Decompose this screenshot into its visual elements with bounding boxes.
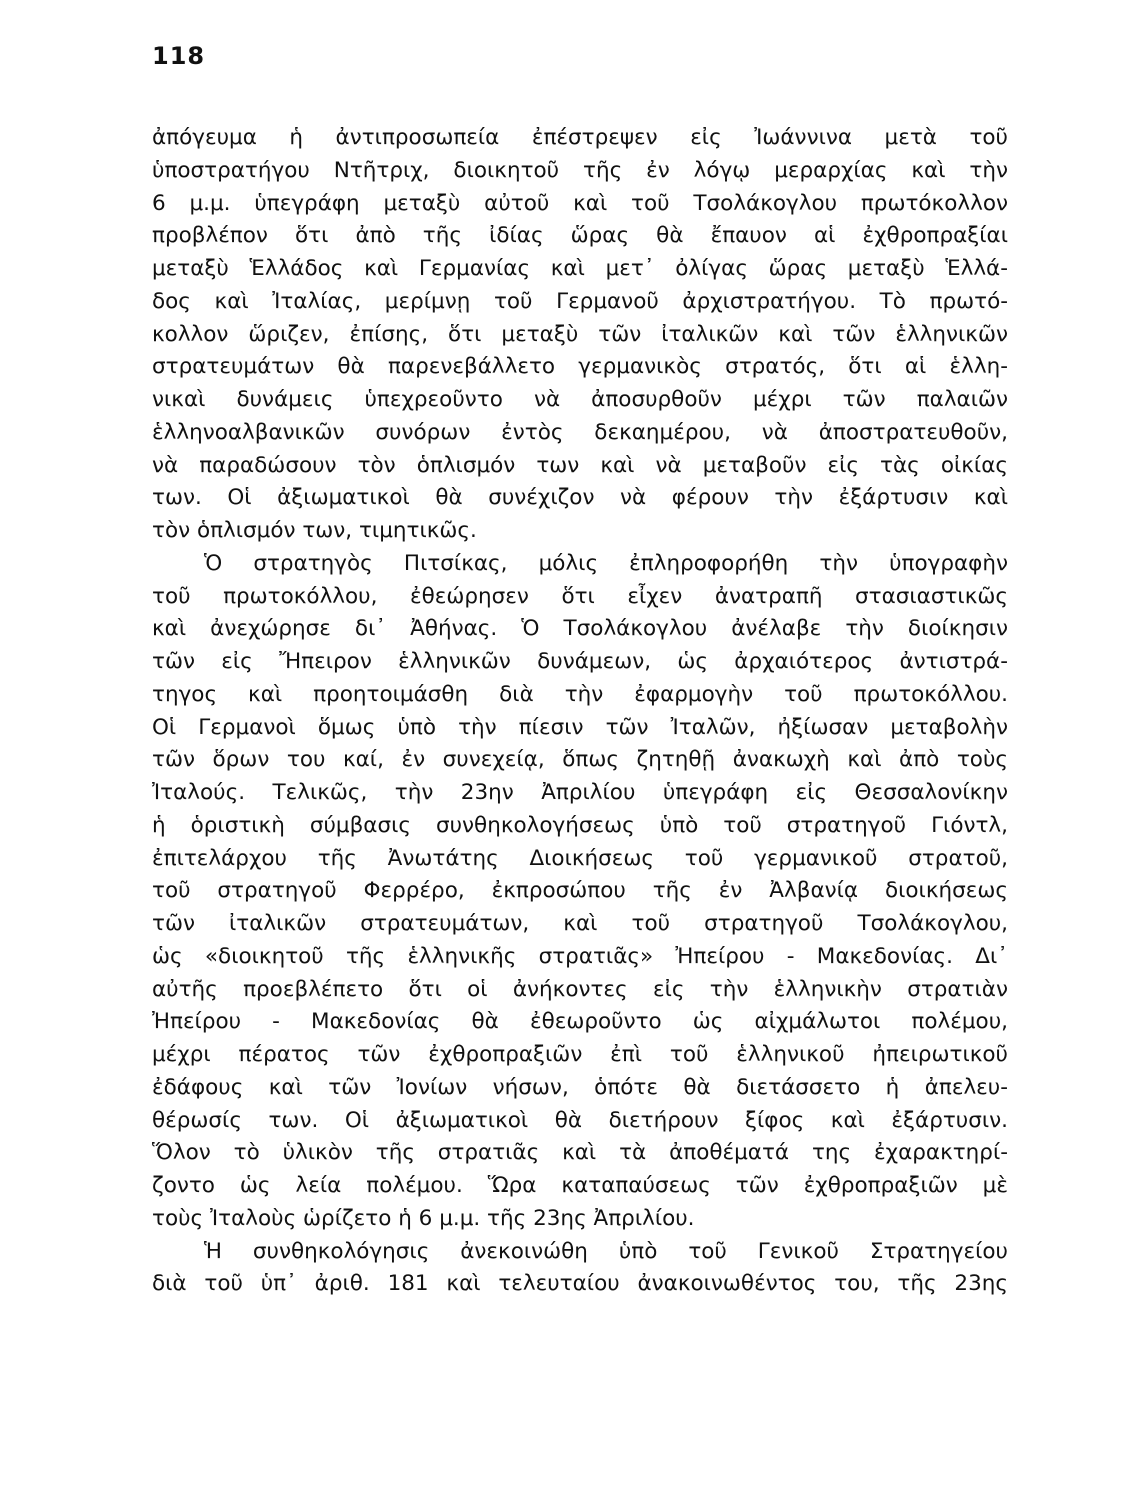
text-line: προβλέπον ὅτι ἀπὸ τῆς ἰδίας ὥρας θὰ ἔπαυον αἱ ἐχθροπραξίαι: [152, 223, 1008, 249]
text-line: Ἠπείρου - Μακεδονίας θὰ ἐθεωροῦντο ὡς αἰχμάλωτοι πολέμου,: [152, 1009, 1008, 1035]
text-line: μεταξὺ Ἑλλάδος καὶ Γερμανίας καὶ μετ᾽ ὀλίγας ὥρας μεταξὺ Ἑλλά-: [152, 256, 1008, 281]
text-line: τοὺς Ἰταλοὺς ὡρίζετο ἡ 6 μ.μ. τῆς 23ης Ἀπριλίου.: [152, 1205, 695, 1231]
text-line: αὐτῆς προεβλέπετο ὅτι οἱ ἀνήκοντες εἰς τὴν ἑλληνικὴν στρατιὰν: [152, 976, 1008, 1002]
text-line: μέχρι πέρατος τῶν ἐχθροπραξιῶν ἐπὶ τοῦ ἑλληνικοῦ ἠπειρωτικοῦ: [152, 1042, 1008, 1067]
text-line: των. Οἱ ἀξιωματικοὶ θὰ συνέχιζον νὰ φέρουν τὴν ἐξάρτυσιν καὶ: [152, 485, 1008, 511]
text-line: τὸν ὁπλισμόν των, τιμητικῶς.: [152, 518, 477, 543]
text-line: κολλον ὥριζεν, ἐπίσης, ὅτι μεταξὺ τῶν ἰταλικῶν καὶ τῶν ἑλληνικῶν: [152, 321, 1008, 347]
text-line: Ὅλον τὸ ὑλικὸν τῆς στρατιᾶς καὶ τὰ ἀποθέματά της ἐχαρακτηρί-: [152, 1140, 1008, 1166]
text-line: τηγος καὶ προητοιμάσθη διὰ τὴν ἐφαρμογὴν τοῦ πρωτοκόλλου.: [152, 681, 1008, 707]
text-line: ἡ ὁριστικὴ σύμβασις συνθηκολογήσεως ὑπὸ τοῦ στρατηγοῦ Γιόντλ,: [152, 812, 1008, 838]
text-line: νικαὶ δυνάμεις ὑπεχρεοῦντο νὰ ἀποσυρθοῦν μέχρι τῶν παλαιῶν: [152, 387, 1008, 412]
text-line: ἑλληνοαλβανικῶν συνόρων ἐντὸς δεκαημέρου, νὰ ἀποστρατευθοῦν,: [152, 419, 1008, 445]
text-line: ἐδάφους καὶ τῶν Ἰονίων νήσων, ὁπότε θὰ διετάσσετο ἡ ἀπελευ-: [152, 1074, 1008, 1100]
text-line: 6 μ.μ. ὑπεγράφη μεταξὺ αὐτοῦ καὶ τοῦ Τσολάκογλου πρωτόκολλον: [152, 190, 1008, 216]
text-line: τοῦ πρωτοκόλλου, ἐθεώρησεν ὅτι εἶχεν ἀνατραπῆ στασιαστικῶς: [152, 583, 1008, 609]
text-line: ἐπιτελάρχου τῆς Ἀνωτάτης Διοικήσεως τοῦ γερμανικοῦ στρατοῦ,: [152, 845, 1008, 871]
text-line: θέρωσίς των. Οἱ ἀξιωματικοὶ θὰ διετήρουν ξίφος καὶ ἐξάρτυσιν.: [152, 1107, 1008, 1133]
text-line: τῶν εἰς Ἤπειρον ἑλληνικῶν δυνάμεων, ὡς ἀρχαιότερος ἀντιστρά-: [152, 649, 1008, 674]
text-line: ζοντο ὡς λεία πολέμου. Ὥρα καταπαύσεως τῶν ἐχθροπραξιῶν μὲ: [152, 1173, 1008, 1198]
text-line: τοῦ στρατηγοῦ Φερρέρο, ἐκπροσώπου τῆς ἐν Ἀλβανίᾳ διοικήσεως: [152, 878, 1008, 904]
text-line: καὶ ἀνεχώρησε δι᾽ Ἀθήνας. Ὁ Τσολάκογλου ἀνέλαβε τὴν διοίκησιν: [152, 616, 1008, 642]
text-line: στρατευμάτων θὰ παρενεβάλλετο γερμανικὸς στρατός, ὅτι αἱ ἑλλη-: [152, 354, 1008, 380]
text-line: δος καὶ Ἰταλίας, μερίμνῃ τοῦ Γερμανοῦ ἀρχιστρατήγου. Τὸ πρωτό-: [152, 288, 1008, 314]
text-line: διὰ τοῦ ὑπ᾽ ἀριθ. 181 καὶ τελευταίου ἀνακοινωθέντος του, τῆς 23ης: [152, 1271, 1008, 1297]
text-line: Ἰταλούς. Τελικῶς, τὴν 23ην Ἀπριλίου ὑπεγράφη εἰς Θεσσαλονίκην: [152, 780, 1008, 805]
text-line: τῶν ὅρων του καί, ἐν συνεχείᾳ, ὅπως ζητηθῇ ἀνακωχὴ καὶ ἀπὸ τοὺς: [152, 747, 1008, 773]
body-text: [152, 122, 1008, 1301]
page-number: 118: [152, 42, 206, 70]
text-line: ἀπόγευμα ἡ ἀντιπροσωπεία ἐπέστρεψεν εἰς Ἰωάννινα μετὰ τοῦ: [152, 125, 1008, 150]
text-line: νὰ παραδώσουν τὸν ὁπλισμόν των καὶ νὰ μεταβοῦν εἰς τὰς οἰκίας: [152, 452, 1008, 478]
text-line: Ὁ στρατηγὸς Πιτσίκας, μόλις ἐπληροφορήθη τὴν ὑπογραφὴν: [204, 550, 1008, 576]
text-line: τῶν ἰταλικῶν στρατευμάτων, καὶ τοῦ στρατηγοῦ Τσολάκογλου,: [152, 911, 1008, 936]
text-line: Οἱ Γερμανοὶ ὅμως ὑπὸ τὴν πίεσιν τῶν Ἰταλῶν, ἠξίωσαν μεταβολὴν: [152, 714, 1008, 740]
text-line: Ἡ συνθηκολόγησις ἀνεκοινώθη ὑπὸ τοῦ Γενικοῦ Στρατηγείου: [204, 1238, 1008, 1264]
text-line: ὡς «διοικητοῦ τῆς ἑλληνικῆς στρατιᾶς» Ἠπείρου - Μακεδονίας. Δι᾽: [152, 943, 1008, 969]
text-line: ὑποστρατήγου Ντῆτριχ, διοικητοῦ τῆς ἐν λόγῳ μεραρχίας καὶ τὴν: [152, 157, 1008, 183]
